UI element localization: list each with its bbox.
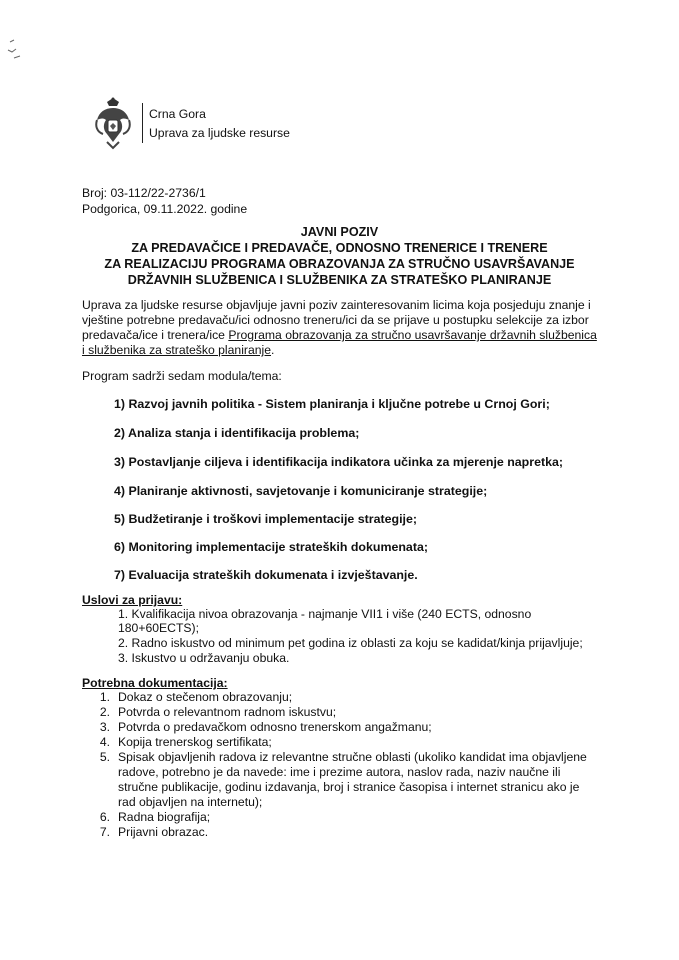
doc-number: 2. [99,705,110,719]
doc-item: Kopija trenerskog sertifikata; [118,735,272,749]
intro-line-3 [82,328,597,343]
doc-number: 4. [99,735,110,749]
condition-line: 1. Kvalifikacija nivoa obrazovanja - najmanje VII1 i više (240 ECTS, odnosno [118,607,532,621]
doc-item-cont: radove, potrebno je da navede: ime i prezime autora, naslov rada, naziv naučne ili [118,765,561,779]
module-item-4: 4) Planiranje aktivnosti, savjetovanje i komuniciranje strategije; [114,484,488,498]
doc-number: 1. [99,690,110,704]
doc-item-cont: stručne publikacije, godinu izdavanja, broj i stranice časopisa i internet stranicu ako je [118,780,580,794]
intro-line-2: vještine potrebne predavaču/ici odnosno treneru/ici da se prijave u postupku selekcije za izbor [82,313,589,327]
module-item-6: 6) Monitoring implementacije strateških dokumenata; [114,540,428,554]
title-line-2: ZA PREDAVAČICE I PREDAVAČE, ODNOSNO TRENERICE I TRENERE [131,241,548,255]
doc-number: 3. [99,720,110,734]
org-country: Crna Gora [149,107,206,121]
program-link[interactable]: Programa obrazovanja za stručno usavršavanje državnih službenica [228,328,597,342]
documents-heading: Potrebna dokumentacija: [82,676,228,690]
title-line-1: JAVNI POZIV [300,225,379,239]
reference-number: Broj: 03-112/22-2736/1 [82,186,206,200]
module-item-1: 1) Razvoj javnih politika - Sistem planiranja i ključne potrebe u Crnoj Gori; [114,397,550,411]
scan-mark-icon [6,36,26,66]
logo-divider [142,103,143,143]
condition-line: 2. Radno iskustvo od minimum pet godina iz oblasti za koju se kadidat/kinja prijavljuje; [118,636,583,650]
coat-of-arms-icon [93,96,133,150]
intro-end: . [271,343,275,357]
module-item-5: 5) Budžetiranje i troškovi implementacije strategije; [114,512,417,526]
condition-line: 180+60ECTS); [118,621,199,635]
intro-line-4 [82,343,274,358]
program-link-cont[interactable]: i službenika za strateško planiranje [82,343,272,357]
place-date: Podgorica, 09.11.2022. godine [82,202,248,216]
doc-item: Dokaz o stečenom obrazovanju; [118,690,293,704]
module-item-2: 2) Analiza stanja i identifikacija problema; [114,426,360,440]
doc-number: 5. [99,750,110,764]
doc-item-cont: rad objavljen na internetu); [118,795,263,809]
doc-item: Radna biografija; [118,810,211,824]
intro-line-1: Uprava za ljudske resurse objavljuje javni poziv zainteresovanim licima koja posjeduju znanje i [82,298,591,312]
doc-item: Potvrda o predavačkom odnosno trenerskom angažmanu; [118,720,432,734]
doc-item: Potvrda o relevantnom radnom iskustvu; [118,705,337,719]
intro-text: predavača/ice i trenera/ice [82,328,229,342]
title-line-4: DRŽAVNIH SLUŽBENICA I SLUŽBENIKA ZA STRATEŠKO PLANIRANJE [127,273,552,287]
module-item-7: 7) Evaluacija strateških dokumenata i izvještavanje. [114,568,418,582]
org-name: Uprava za ljudske resurse [149,126,290,140]
doc-item: Spisak objavljenih radova iz relevantne stručne oblasti (ukoliko kandidat ima objavljene [118,750,587,764]
program-intro: Program sadrži sedam modula/tema: [82,369,282,383]
condition-line: 3. Iskustvo u održavanju obuka. [118,651,290,665]
conditions-heading: Uslovi za prijavu: [82,593,183,607]
module-item-3: 3) Postavljanje ciljeva i identifikacija indikatora učinka za mjerenje napretka; [114,455,563,469]
doc-number: 6. [99,810,110,824]
doc-item: Prijavni obrazac. [118,825,209,839]
doc-number: 7. [99,825,110,839]
title-line-3: ZA REALIZACIJU PROGRAMA OBRAZOVANJA ZA STRUČNO USAVRŠAVANJE [104,257,575,271]
